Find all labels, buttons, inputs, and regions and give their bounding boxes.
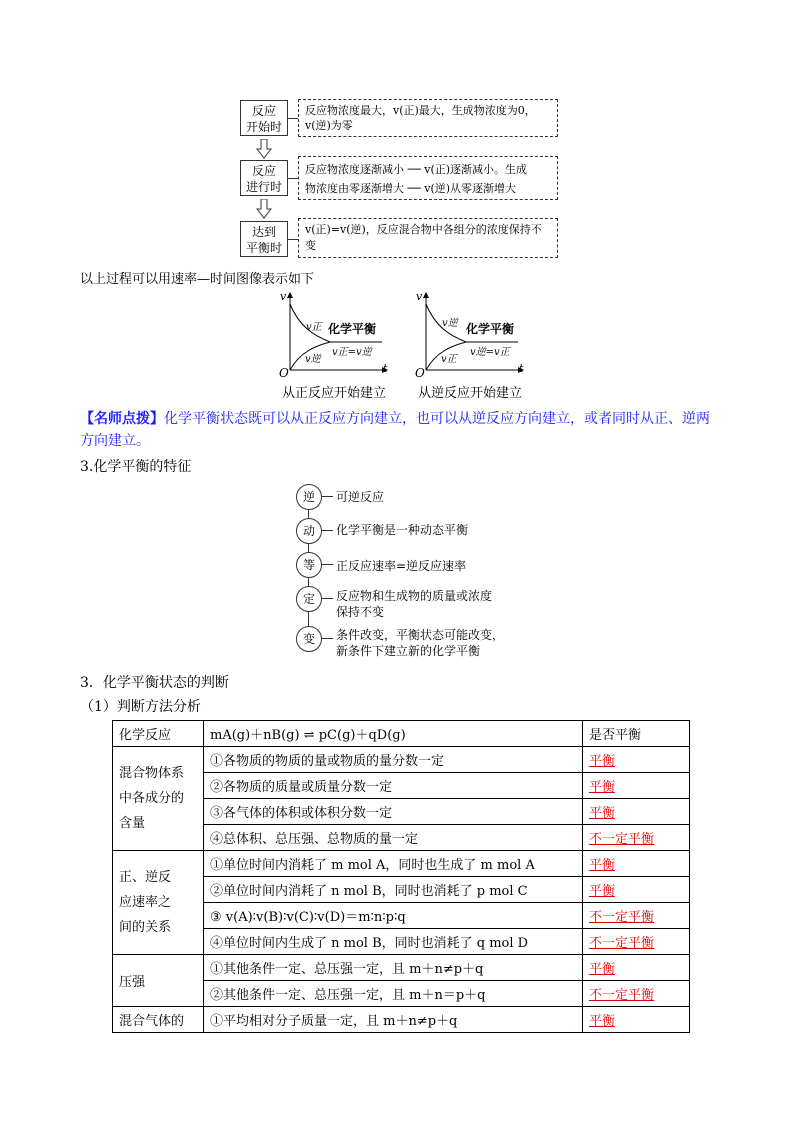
graph2-equality-label: v逆=v正 xyxy=(470,347,510,358)
condition-cell: ②各物质的质量或质量分数一定 xyxy=(204,773,583,799)
table-header-row xyxy=(113,721,690,747)
subsection-heading: （1）判断方法分析 xyxy=(80,699,201,715)
category-composition: 混合物体系 中各成分的 含量 xyxy=(113,747,204,851)
connector xyxy=(321,638,333,639)
stage-start-desc: 反应物浓度最大，v(正)最大，生成物浓度为0，v(逆)为零 xyxy=(298,99,558,137)
feature-change-circle: 变 xyxy=(296,626,322,652)
stage-progress-desc xyxy=(298,156,558,200)
connector xyxy=(288,178,298,179)
condition-cell: ①其他条件一定、总压强一定，且 m＋n≠p＋q xyxy=(204,955,583,981)
header-reaction: 化学反应 xyxy=(113,721,204,747)
table-row xyxy=(113,1007,690,1033)
result-cell: 平衡 xyxy=(583,851,690,877)
category-rates: 正、逆反 应速率之 间的关系 xyxy=(113,851,204,955)
stage-balance-label: 达到 平衡时 xyxy=(240,221,288,257)
judgement-table xyxy=(112,720,690,1033)
condition-cell: ③ v(A)∶v(B)∶v(C)∶v(D)＝m∶n∶p∶q xyxy=(204,903,583,929)
graph1-yaxis-label: v xyxy=(280,290,287,303)
graph2-upper-curve-label: v逆 xyxy=(442,318,458,329)
section-features-heading: 3.化学平衡的特征 xyxy=(80,459,192,475)
category-pressure: 压强 xyxy=(113,955,204,1007)
graph1-equality-label: v正=v逆 xyxy=(332,347,372,358)
condition-cell: ④总体积、总压强、总物质的量一定 xyxy=(204,825,583,851)
stage-start-label: 反应 开始时 xyxy=(240,100,288,136)
result-cell: 平衡 xyxy=(583,877,690,903)
result-cell: 平衡 xyxy=(583,799,690,825)
graph1-upper-curve-label: v正 xyxy=(306,322,322,333)
feature-change-text: 条件改变，平衡状态可能改变， 新条件下建立新的化学平衡 xyxy=(336,628,505,658)
stage-progress-desc-line1: 反应物浓度逐渐减小 ── v(正)逐渐减小。生成 xyxy=(305,163,528,176)
graph1-caption: 从正反应开始建立 xyxy=(282,386,387,401)
feature-reverse-circle: 逆 xyxy=(296,484,322,510)
graph2-origin-label: O xyxy=(415,366,425,380)
connector xyxy=(288,118,298,119)
section-judge-heading: 3．化学平衡状态的判断 xyxy=(80,675,229,691)
category-mixed-gas: 混合气体的 xyxy=(113,1007,204,1033)
condition-cell: ①平均相对分子质量一定，且 m＋n≠p＋q xyxy=(204,1007,583,1033)
condition-cell: ②其他条件一定、总压强一定，且 m＋n＝p＋q xyxy=(204,981,583,1007)
result-cell: 平衡 xyxy=(583,773,690,799)
intro-text: 以上过程可以用速率—时间图像表示如下 xyxy=(80,272,315,287)
feature-dynamic-circle: 动 xyxy=(296,518,322,544)
graph1-xaxis-label: t xyxy=(383,362,388,375)
stage-balance-desc: v(正)=v(逆)，反应混合物中各组分的浓度保持不变 xyxy=(298,218,558,258)
down-arrow-icon xyxy=(256,139,272,159)
graph2-balance-label: 化学平衡 xyxy=(466,322,515,336)
feature-reverse-text: 可逆反应 xyxy=(336,490,385,504)
feature-fixed-text: 反应物和生成物的质量或浓度 保持不变 xyxy=(336,589,493,619)
down-arrow-icon xyxy=(256,199,272,219)
stage-progress-desc-line2: 物浓度由零逐渐增大 ── v(逆)从零逐渐增大 xyxy=(305,182,517,195)
header-is-balanced: 是否平衡 xyxy=(583,721,690,747)
graph1-origin-label: O xyxy=(279,366,289,380)
feature-equal-text: 正反应速率=逆反应速率 xyxy=(336,559,467,573)
feature-equal-circle: 等 xyxy=(296,552,322,578)
graph1-balance-label: 化学平衡 xyxy=(328,322,377,336)
teacher-tip xyxy=(80,408,720,452)
connector xyxy=(321,530,333,531)
condition-cell: ②单位时间内消耗了 n mol B，同时也消耗了 p mol C xyxy=(204,877,583,903)
result-cell: 平衡 xyxy=(583,747,690,773)
result-cell: 平衡 xyxy=(583,1007,690,1033)
table-row xyxy=(113,955,690,981)
condition-cell: ①各物质的物质的量或物质的量分数一定 xyxy=(204,747,583,773)
connector xyxy=(288,239,298,240)
graph2-yaxis-label: v xyxy=(416,290,423,303)
graph1-lower-curve-label: v逆 xyxy=(305,354,321,365)
result-cell: 不一定平衡 xyxy=(583,929,690,955)
result-cell: 不一定平衡 xyxy=(583,981,690,1007)
result-cell: 不一定平衡 xyxy=(583,903,690,929)
feature-fixed-circle: 定 xyxy=(296,586,322,612)
condition-cell: ③各气体的体积或体积分数一定 xyxy=(204,799,583,825)
graph2-xaxis-label: t xyxy=(519,362,524,375)
table-row xyxy=(113,747,690,773)
result-cell: 平衡 xyxy=(583,955,690,981)
table-row xyxy=(113,851,690,877)
condition-cell: ①单位时间内消耗了 m mol A，同时也生成了 m mol A xyxy=(204,851,583,877)
feature-dynamic-text: 化学平衡是一种动态平衡 xyxy=(336,523,469,537)
result-cell: 不一定平衡 xyxy=(583,825,690,851)
connector xyxy=(321,496,333,497)
graph2-lower-curve-label: v正 xyxy=(441,354,457,365)
connector xyxy=(321,598,333,599)
stage-progress-label: 反应 进行时 xyxy=(240,160,288,196)
connector xyxy=(321,564,333,565)
condition-cell: ④单位时间内生成了 n mol B，同时也消耗了 q mol D xyxy=(204,929,583,955)
header-equation: mA(g)＋nB(g) ⇌ pC(g)＋qD(g) xyxy=(204,721,583,747)
graph2-caption: 从逆反应开始建立 xyxy=(418,386,523,401)
tip-text: 化学平衡状态既可以从正反应方向建立，也可以从逆反应方向建立，或者同时从正、逆两方向建立。 xyxy=(80,411,710,449)
tip-bracket: 【名师点拨】 xyxy=(80,411,164,427)
